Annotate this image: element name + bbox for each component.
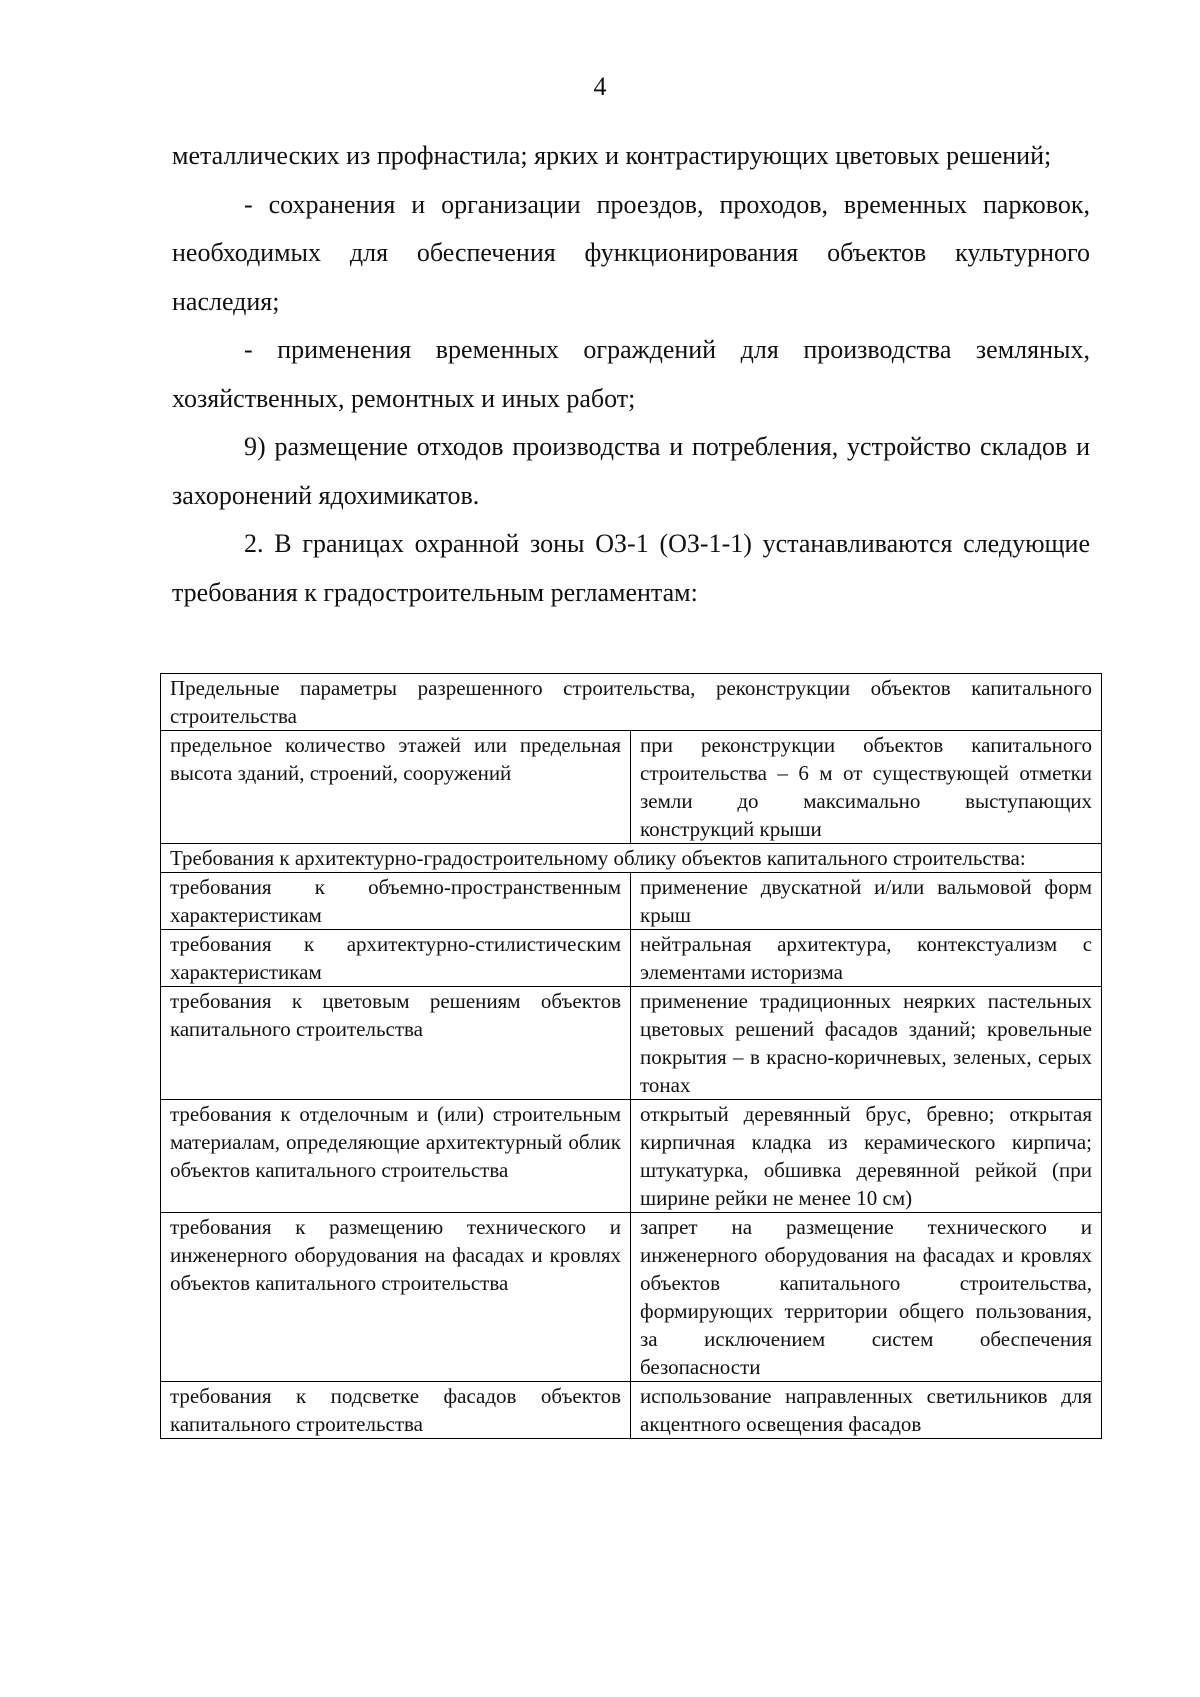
requirement-cell: предельное количество этажей или предельная высота зданий, строений, сооружений	[161, 731, 631, 844]
requirement-cell: требования к объемно-пространственным характеристикам	[161, 873, 631, 930]
requirement-cell: требования к отделочным и (или) строительным материалам, определяющие архитектурный облик объектов капитального строительства	[161, 1100, 631, 1213]
value-cell: запрет на размещение технического и инженерного оборудования на фасадах и кровлях объектов капитального строительства, формирующих территории общего пользования, за исключением систем обеспечения безопасности	[631, 1213, 1102, 1382]
value-cell: применение традиционных неярких пастельных цветовых решений фасадов зданий; кровельные покрытия – в красно-коричневых, зеленых, серых тонах	[631, 987, 1102, 1100]
table-row	[161, 731, 1102, 844]
requirement-cell: требования к подсветке фасадов объектов капитального строительства	[161, 1382, 631, 1439]
section-header-parameters: Предельные параметры разрешенного строительства, реконструкции объектов капитального строительства	[161, 674, 1102, 731]
value-cell: применение двускатной и/или вальмовой форм крыш	[631, 873, 1102, 930]
paragraph: - сохранения и организации проездов, проходов, временных парковок, необходимых для обеспечения функционирования объектов культурного наследия;	[172, 189, 1090, 316]
value-cell: открытый деревянный брус, бревно; открытая кирпичная кладка из керамического кирпича; штукатурка, обшивка деревянной рейкой (при ширине рейки не менее 10 см)	[631, 1100, 1102, 1213]
table-row	[161, 873, 1102, 930]
value-cell: использование направленных светильников для акцентного освещения фасадов	[631, 1382, 1102, 1439]
value-cell: при реконструкции объектов капитального строительства – 6 м от существующей отметки земли до максимально выступающих конструкций крыши	[631, 731, 1102, 844]
regulations-table	[160, 673, 1102, 1439]
table-row	[161, 930, 1102, 987]
paragraph: 9) размещение отходов производства и потребления, устройство складов и захоронений ядохимикатов.	[172, 432, 1090, 510]
body-text	[172, 132, 1090, 617]
requirement-cell: требования к цветовым решениям объектов капитального строительства	[161, 987, 631, 1100]
table-row	[161, 987, 1102, 1100]
table-row	[161, 1382, 1102, 1439]
requirement-cell: требования к архитектурно-стилистическим характеристикам	[161, 930, 631, 987]
section-header-architecture: Требования к архитектурно-градостроительному облику объектов капитального строительства:	[161, 844, 1102, 873]
page-number: 4	[593, 72, 607, 101]
table-row	[161, 1213, 1102, 1382]
table-section-header-row	[161, 844, 1102, 873]
paragraph: 2. В границах охранной зоны ОЗ-1 (ОЗ-1-1) устанавливаются следующие требования к градостроительным регламентам:	[172, 529, 1090, 607]
paragraph: - применения временных ограждений для производства земляных, хозяйственных, ремонтных и иных работ;	[172, 335, 1090, 413]
requirement-cell: требования к размещению технического и инженерного оборудования на фасадах и кровлях объектов капитального строительства	[161, 1213, 631, 1382]
paragraph: металлических из профнастила; ярких и контрастирующих цветовых решений;	[172, 141, 1052, 170]
value-cell: нейтральная архитектура, контекстуализм с элементами историзма	[631, 930, 1102, 987]
table-row	[161, 1100, 1102, 1213]
table-section-header-row	[161, 674, 1102, 731]
